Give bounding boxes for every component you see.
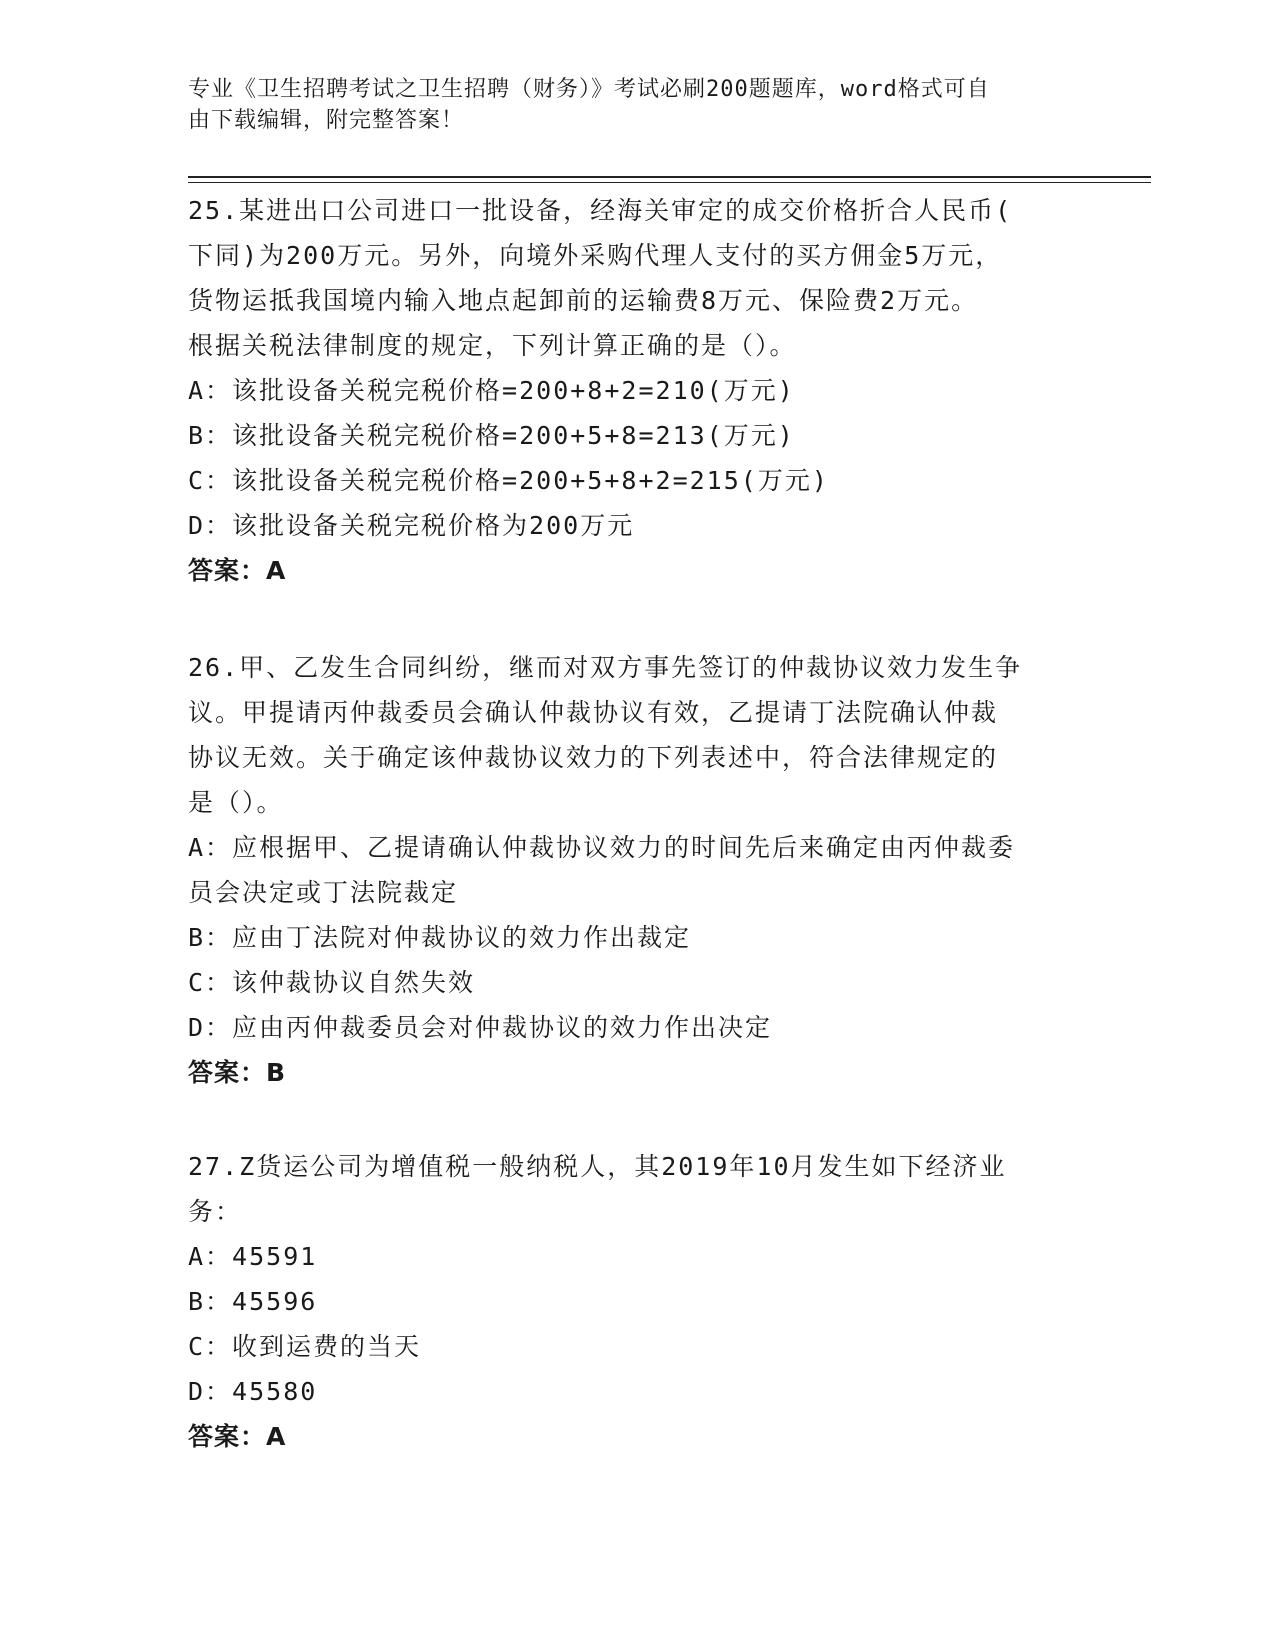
question-stem-line: 务： bbox=[188, 1197, 243, 1226]
option-c: C：该批设备关税完税价格=200+5+8+2=215(万元) bbox=[188, 466, 829, 495]
option-d: D：45580 bbox=[188, 1377, 318, 1406]
question-26 bbox=[188, 645, 1088, 1095]
question-stem-line: 下同)为200万元。另外，向境外采购代理人支付的买方佣金5万元， bbox=[188, 241, 1003, 270]
option-d: D：应由丙仲裁委员会对仲裁协议的效力作出决定 bbox=[188, 1013, 773, 1042]
question-stem-line: 协议无效。关于确定该仲裁协议效力的下列表述中，符合法律规定的 bbox=[188, 743, 999, 772]
option-a: A：45591 bbox=[188, 1242, 318, 1271]
header-divider-thick bbox=[188, 176, 1151, 178]
option-b: B：45596 bbox=[188, 1287, 318, 1316]
question-stem-line: 25.某进出口公司进口一批设备，经海关审定的成交价格折合人民币( bbox=[188, 196, 1013, 225]
question-stem-line: 26.甲、乙发生合同纠纷，继而对双方事先签订的仲裁协议效力发生争 bbox=[188, 653, 1023, 682]
answer-label: 答案：A bbox=[188, 1422, 287, 1451]
header-line-1: 专业《卫生招聘考试之卫生招聘（财务）》考试必刷200题题库，word格式可自 bbox=[188, 77, 990, 102]
question-stem-line: 27.Z货运公司为增值税一般纳税人，其2019年10月发生如下经济业 bbox=[188, 1152, 1007, 1181]
option-a: A：该批设备关税完税价格=200+8+2=210(万元) bbox=[188, 376, 795, 405]
question-stem-line: 货物运抵我国境内输入地点起卸前的运输费8万元、保险费2万元。 bbox=[188, 286, 979, 315]
question-25 bbox=[188, 188, 1088, 593]
answer-label: 答案：B bbox=[188, 1058, 287, 1087]
option-c: C：该仲裁协议自然失效 bbox=[188, 968, 476, 997]
answer-label: 答案：A bbox=[188, 556, 287, 585]
option-b: B：该批设备关税完税价格=200+5+8=213(万元) bbox=[188, 421, 795, 450]
document-header bbox=[188, 74, 1078, 136]
question-stem-line: 根据关税法律制度的规定，下列计算正确的是（）。 bbox=[188, 331, 797, 360]
header-line-2: 由下载编辑，附完整答案！ bbox=[188, 108, 465, 133]
header-divider-thin bbox=[188, 182, 1151, 183]
option-a: A：应根据甲、乙提请确认仲裁协议效力的时间先后来确定由丙仲裁委 bbox=[188, 833, 1016, 862]
question-stem-line: 是（）。 bbox=[188, 788, 284, 817]
question-stem-line: 议。甲提请丙仲裁委员会确认仲裁协议有效，乙提请丁法院确认仲裁 bbox=[188, 698, 999, 727]
option-c: C：收到运费的当天 bbox=[188, 1332, 422, 1361]
option-d: D：该批设备关税完税价格为200万元 bbox=[188, 511, 635, 540]
question-27 bbox=[188, 1144, 1088, 1459]
option-a-continued: 员会决定或丁法院裁定 bbox=[188, 878, 459, 907]
option-b: B：应由丁法院对仲裁协议的效力作出裁定 bbox=[188, 923, 692, 952]
